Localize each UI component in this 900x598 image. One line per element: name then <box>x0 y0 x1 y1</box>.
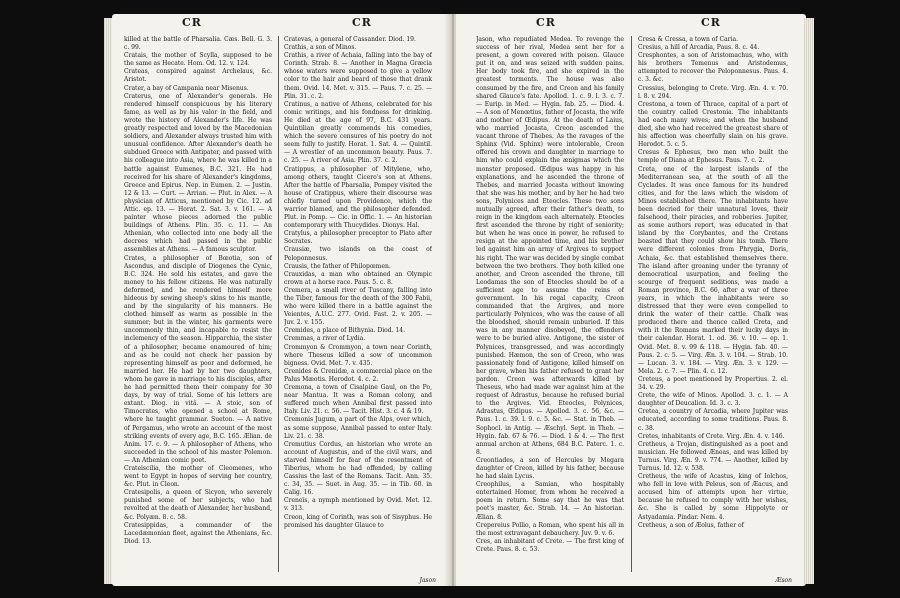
dictionary-entry: Jason, who repudiated Medea. To revenge the success of her rival, Medea sent her for a present, a gown covered with poison. Glauce put it on, and was seized with sudden pains. Her body took fire, and she expired in the greatest torments. The house was also consumed by the fire, and Creon and his family shared Glauce's fate. Apollod. 1. c. 9. l. 3. c. 7. — Eurip. in Med. — Hygin. fab. 25. — Diod. 4. — A son of Menœtius, father of Jocasta, the wife and mother of Œdipus. At the death of Laius, who married Jocasta, Creon ascended the vacant throne of Thebes. As the ravages of the Sphinx (Vid. Sphinx) were intolerable, Creon offered his crown and daughter in marriage to him who could explain the ænigmas which the monster proposed. Œdipus was happy in his explanations, and he ascended the throne of Thebes, and married Jocasta without knowing that she was his mother, and by her he had two sons, Polynices and Eteocles. These two sons mutually agreed, after their father's death, to reign in the kingdom each alternately. Eteocles first ascended the throne by right of seniority; but when he was once in power, he refused to resign at the appointed time, and his brother led against him an army of Argives to support his right. The war was decided by single combat between the two brothers. They both killed one another, and Creon ascended the throne, till Leodamas the son of Eteocles should be of a sufficient age to assume the reins of government. In his regal capacity, Creon commanded that the Argives, and more particularly Polynices, who was the cause of all the bloodshed, should remain unburied. If this was in any manner disobeyed, the offenders were to be buried alive. Antigone, the sister of Polynices, transgressed, and was accordingly punished. Hæmon, the son of Creon, who was passionately fond of Antigone, killed himself on her grave, when his father refused to grant her pardon. Creon was afterwards killed by Theseus, who had made war against him at the request of Adrastus, because he refused burial to the Argives. Vid. Eteocles, Polynices, Adrastus, Œdipus. — Apollod. 3. c. 56, &c. — Paus. 1. c. 39. l. 9. c. 5. &c. — Stat. in Theb. — Sophocl. in Antig. — Æschyl. Sept. in Theb. — Hygin. fab. 67 & 76. — Diod. 1 & 4. — The first annual archon at Athens, 684 B.C. Paterc. 1. c. 8. <box>476 36 624 456</box>
dictionary-entry: Crater, a bay of Campania near Misenus. <box>124 84 249 92</box>
dictionary-entry: killed at the battle of Pharsalia. Cæs. Bell. G. 3. c. 99. <box>124 36 272 52</box>
column-rule <box>631 36 632 572</box>
right-page <box>456 14 806 586</box>
dictionary-entry: Crateiscilia, the mother of Cleomenes, who went to Egypt in hopes of serving her country, &c. Plut. in Cleon. <box>124 464 272 489</box>
dictionary-entry: Cretheus, a son of Æolus, father of <box>638 521 744 529</box>
left-page-header-2: CR <box>352 16 372 29</box>
right-page-header-1: CR <box>536 16 556 29</box>
column-rule <box>278 36 279 572</box>
dictionary-entry: Cremides, a place of Bithynia. Diod. 14. <box>284 327 405 335</box>
dictionary-entry: Creteus, a poet mentioned by Propertius. 2. el. 34. v. 29. <box>638 375 788 392</box>
dictionary-entry: Cratesippidas, a commander of the Lacedæmonian fleet, against the Athenians, &c. Diod. 13. <box>124 521 272 545</box>
dictionary-entry: Crenides & Crenidæ, a commercial place on the Palus Mæotis. Herodot. 4. c. 2. <box>284 367 432 383</box>
left-page-catchword: Jason <box>419 577 436 584</box>
dictionary-entry: Cratippus, a philosopher of Mitylene, who, among others, taught Cicero's son at Athens. After the battle of Pharsalia, Pompey visited the house of Cratippus, where their discourse was chiefly turned upon Providence, which the warrior blamed, and the philosopher defended. Plut. in Pomp. — Cic. in Offic. 1. — An historian contemporary with Thucydides. Dionys. Hal. <box>284 165 432 230</box>
dictionary-entry: Crommyon & Crommyon, a town near Corinth, where Theseus killed a sow of uncommon bigness. Ovid. Met. 7. v. 435. <box>284 343 432 367</box>
dictionary-entry: Cremera, a small river of Tuscany, falling into the Tiber, famous for the death of the 300 Fabii, who were killed there in a battle against the Veientes, A.U.C. 277. Ovid. Fast. 2. v. 205. — Juv. 2. v. 155. <box>284 286 432 327</box>
dictionary-entry: Cresa & Cressa, a town of Caria. <box>638 36 738 43</box>
dictionary-entry: Cremmas, a river of Lydia. <box>284 335 366 343</box>
dictionary-entry: Creta, one of the largest islands of the Mediterranean sea, at the south of all the Cyclades. It was once famous for its hundred cities, and for the laws which the wisdom of Minos established there. The inhabitants have been decried for their unnatural loves, their falsehood, their piracies, and robberies. Jupiter, as some authors report, was educated in that island by the Corybantes, and the Cretans boasted that they could show his tomb. There were different colonies from Phrygia, Doris, Achaia, &c. that established themselves there. The island after groaning under the tyranny of democratical usurpation, and feeling the scourge of frequent seditions, was made a Roman province, B.C. 66, after a war of three years, in which the inhabitants were so distressed that they were even compelled to drink the water of their cattle. Chalk was produced there and thence called Creta, and with it the Romans marked their lucky days in their calendar. Horat. 1. od. 36. v. 10. — ep. 1. Ovid. Met. 8. v. 99 & 118. — Hygin. fab. 40. — Paus. 2. c. 5. — Virg. Æn. 3. v. 104. — Strab. 10. — Lucan. 3. v. 184. — Virg. Æn. 3. v. 129. — Mela. 2. c. 7. — Plin. 4. c. 12. <box>638 165 788 375</box>
right-page-column-2 <box>638 36 788 576</box>
dictionary-entry: Creon, king of Corinth, was son of Sisyphus. He promised his daughter Glauce to <box>284 513 432 529</box>
page-edges-right <box>804 18 814 584</box>
dictionary-entry: Cresphontes, a son of Aristomachus, who, with his brothers Temenus and Aristodemus, attempted to recover the Peloponnesus. Paus. 4. c. 3. &c. <box>638 52 788 84</box>
right-page-catchword: Æson <box>775 577 792 584</box>
dictionary-entry: Cratinus, a native of Athens, celebrated for his comic writings, and his fondness for drinking. He died at the age of 97, B.C. 431 years. Quintilian greatly commends his comedies, which the severe censures of his poetry do not seem fully to justify. Horat. 1. Sat. 4. — Quintil. — A wrestler of an uncommon beauty. Paus. 7. c. 25. — A river of Asia. Plin. 37. c. 2. <box>284 100 432 165</box>
right-page-header-2: CR <box>701 16 721 29</box>
dictionary-entry: Crateas, conspired against Archelaus, &c. Aristot. <box>124 68 272 84</box>
dictionary-entry: Cressius, belonging to Crete. Virg. Æn. 4. v. 70. l. 8. v. 294. <box>638 84 788 100</box>
dictionary-entry: Cratevas, a general of Cassander. Diod. 19. <box>284 36 416 43</box>
left-page-column-2 <box>284 36 432 576</box>
dictionary-entry: Creneïs, a nymph mentioned by Ovid. Met. 12. v. 313. <box>284 497 432 513</box>
dictionary-entry: Cretes, inhabitants of Crete. Virg. Æn. 4. v. 146. <box>638 432 785 440</box>
left-page-header-1: CR <box>182 16 202 29</box>
left-page <box>112 14 450 586</box>
dictionary-entry: Cremonis Jugum, a part of the Alps, over which, as some suppose, Annibal passed to enter Italy. Liv. 21. c. 38. <box>284 416 432 440</box>
dictionary-entry: Cres, an inhabitant of Crete. — The first king of Crete. Paus. 8. c. 53. <box>476 537 624 553</box>
dictionary-entry: Cratylus, a philosopher preceptor to Plato after Socrates. <box>284 230 432 246</box>
dictionary-entry: Crete, the wife of Minos. Apollod. 3. c. 1. — A daughter of Deucalion. Id. 3. c. 3. <box>638 392 788 408</box>
dictionary-entry: Crepereius Pollio, a Roman, who spent his all in the most extravagant debauchery. Juv. 9. v. 6. <box>476 521 624 537</box>
dictionary-entry: Crauxidas, a man who obtained an Olympic crown at a horse race. Paus. 5. c. 8. <box>284 270 432 286</box>
dictionary-entry: Crausis, the father of Philopœmen. <box>284 262 391 270</box>
dictionary-entry: Cremutius Cordus, an historian who wrote an account of Augustus, and of the civil wars, and starved himself for fear of the resentment of Tiberius, whom he had offended, by calling Cassius the last of the Romans. Tacit. Ann. 35. c. 34, 35. — Suet. in Aug. 35. — in Tib. 60. in Calig. 16. <box>284 440 432 497</box>
dictionary-entry: Crathis, a son of Minos. <box>284 44 357 52</box>
dictionary-entry: Creophilus, a Samian, who hospitably entertained Homer, from whom he received a poem in return. Some say that he was that poet's master, &c. Strab. 14. — An historian. Ælian. 8. <box>476 481 624 521</box>
dictionary-entry: Cretheus, a Trojan, distinguished as a poet and musician. He followed Æneas, and was killed by Turnus. Virg. Æn. 9. v. 774. — Another, killed by Turnus. Id. 12. v. 538. <box>638 440 788 472</box>
dictionary-entry: Crathis, a river of Achaia, falling into the bay of Corinth. Strab. 8. — Another in Magna Græcia whose waters were supposed to give a yellow color to the hair and beard of those that drank them. Ovid. 14. Met. v. 315. — Paus. 7. c. 25. — Plin. 31. c. 2. <box>284 52 432 100</box>
dictionary-entry: Craterus, one of Alexander's generals. He rendered himself conspicuous by his literary fame, as well as by his valor in the field, and wrote the history of Alexander's life. He was greatly respected and loved by the Macedonian soldiers, and Alexander always trusted him with unusual confidence. After Alexander's death he subdued Greece with Antipater, and passed with his colleague into Asia, where he was killed in a battle against Eumenes, B.C. 321. He had received for his share of Alexander's kingdoms, Greece and Epirus. Nep. in Eumen. 2. — Justin. 12 & 13. — Curt. — Arrian. — Plut. in Alex. — A physician of Atticus, mentioned by Cic. 12. ad Attic. ep. 13. — Horat. 2. Sat. 3. v. 161. — A painter whose pieces adorned the public buildings of Athens. Plin. 35. c. 11. — An Athenian, who collected into one body all the decrees which had passed in the public assemblies at Athens. — A famous sculptor. <box>124 92 272 254</box>
dictionary-entry: Cresius, a hill of Arcadia, Paus. 8. c. 44. <box>638 44 760 52</box>
dictionary-entry: Crates, a philosopher of Bœotia, son of Ascondus, and disciple of Diogenes the Cynic, B.C. 324. He sold his estates, and gave the money to his fellow citizens. He was naturally deformed, and he rendered himself more hideous by sewing sheep's skins to his mantle, and by the singularity of his manners. He clothed himself as warm as possible in the summer; but in the winter, his garments were uncommonly thin, and incapable to resist the inclemency of the season. Hipparchia, the sister of a philosopher, became enamoured of him; and as he could not check her passion by representing himself as poor and deformed, he married her. He had by her two daughters, whom he gave in marriage to his disciples, after he had permitted them their company for 30 days, by way of trial. Some of his letters are extant. Diog. in vitâ. — A stoic, son of Timocrates, who opened a school at Rome, where he taught grammar. Sueton. — A native of Pergamus, who wrote an account of the most striking events of every age, B.C. 165. Ælian. de Anim. 17. c. 9. — A philosopher of Athens, who succeeded in the school of his master Polemon. — An Athenian comic poet. <box>124 254 272 464</box>
dictionary-entry: Cratesipolis, a queen of Sicyon, who severely punished some of her subjects, who had revolted at the death of Alexander, her husband, &c. Polyæn. 8. c. 58. <box>124 489 272 521</box>
dictionary-entry: Crausiæ, two islands on the coast of Peloponnesus. <box>284 246 432 262</box>
dictionary-entry: Creontiades, a son of Hercules by Megara daughter of Creon, killed by his father, because he had slain Lycus. <box>476 456 624 481</box>
dictionary-entry: Cretheus, the wife of Acastus, king of Iolchos, who fell in love with Peleus, son of Æacus, and accused him of attempts upon her virtue, because he refused to comply with her wishes, &c. She is called by some Hippolyte or Astyadamia. Pindar. Nem. 4. <box>638 473 788 521</box>
dictionary-entry: Cratais, the mother of Scylla, supposed to be the same as Hecate. Hom. Od. 12. v. 124. <box>124 52 272 68</box>
left-page-column-1 <box>124 36 272 576</box>
dictionary-entry: Cresus & Ephesus, two men who built the temple of Diana at Ephesus. Paus. 7. c. 2. <box>638 149 788 165</box>
dictionary-entry: Cremona, a town of Cisalpine Gaul, on the Po, near Mantua. It was a Roman colony, and suffered much when Annibal first passed into Italy. Liv. 21. c. 56. — Tacit. Hist. 3. c. 4 & 19. <box>284 384 432 416</box>
dictionary-entry: Crestona, a town of Thrace, capital of a part of the country called Crestonia. The inhabitants had each many wives; and when the husband died, she who had received the greatest share of his affection was cheerfully slain on his grave. Herodot. 5. c. 5. <box>638 100 788 149</box>
right-page-column-1 <box>476 36 624 576</box>
dictionary-entry: Cretea, a country of Arcadia, where Jupiter was educated, according to some traditions. Paus. 8. c. 38. <box>638 408 788 432</box>
